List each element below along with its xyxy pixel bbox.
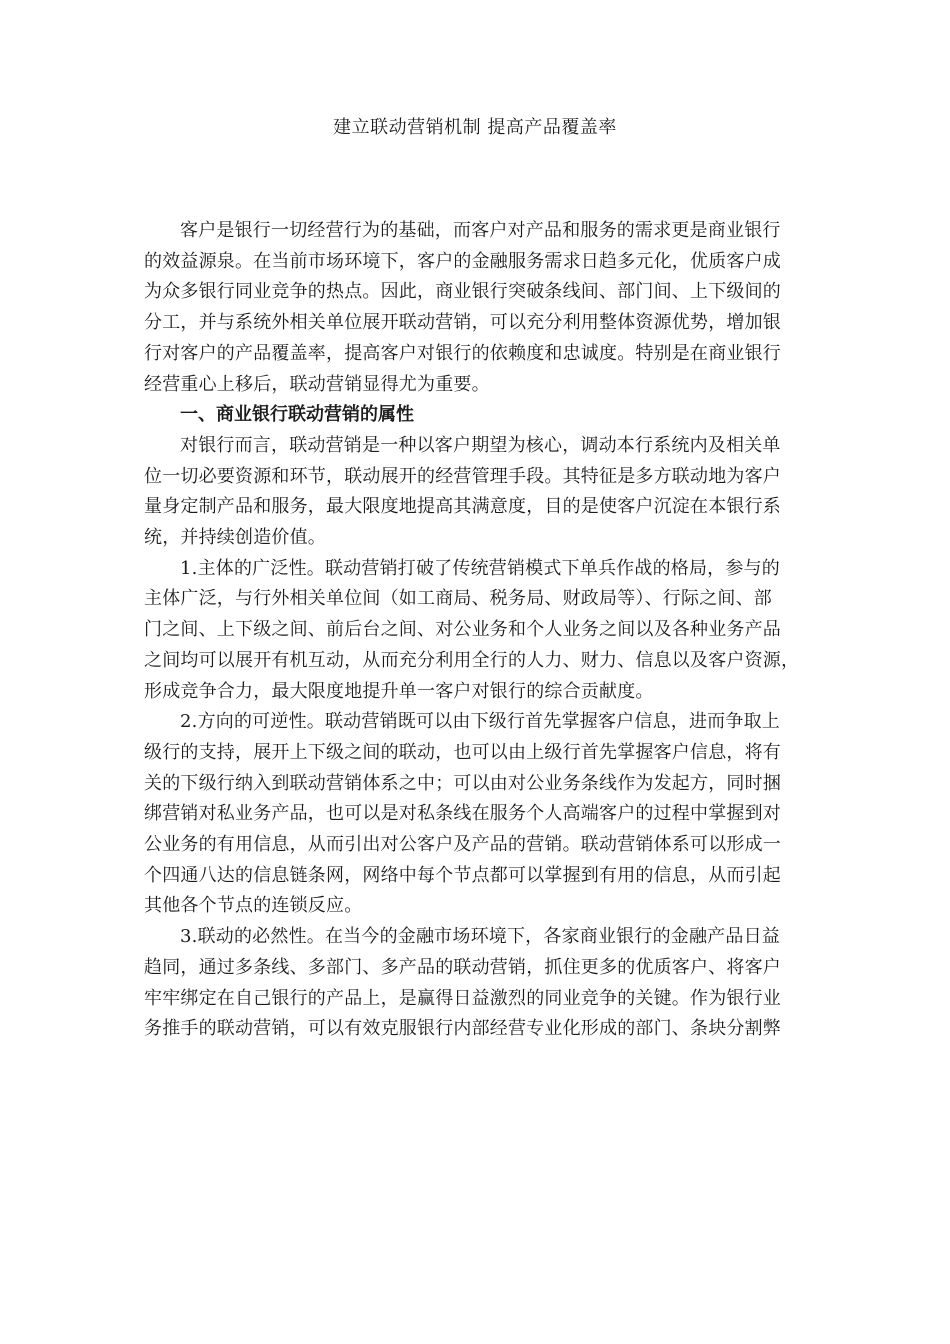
text-line: 经营重心上移后，联动营销显得尤为重要。 <box>144 373 490 395</box>
text-line: 关的下级行纳入到联动营销体系之中；可以由对公业务条线作为发起方，同时捆 <box>144 772 781 794</box>
text-line: 为众多银行同业竞争的热点。因此，商业银行突破条线间、部门间、上下级间的 <box>144 281 781 303</box>
text-line: 3.联动的必然性。在当今的金融市场环境下，各家商业银行的金融产品日益 <box>180 926 780 948</box>
text-line: 1.主体的广泛性。联动营销打破了传统营销模式下单兵作战的格局，参与的 <box>180 557 780 579</box>
text-line: 之间均可以展开有机互动，从而充分利用全行的人力、财力、信息以及客户资源， <box>144 649 800 671</box>
text-line: 务推手的联动营销，可以有效克服银行内部经营专业化形成的部门、条块分割弊 <box>144 1018 781 1040</box>
text-line: 主体广泛，与行外相关单位间（如工商局、税务局、财政局等）、行际之间、部 <box>144 588 772 610</box>
text-line: 一、商业银行联动营销的属性 <box>180 404 414 426</box>
text-line: 统，并持续创造价值。 <box>144 527 326 549</box>
text-line: 形成竞争合力，最大限度地提升单一客户对银行的综合贡献度。 <box>144 680 654 702</box>
body-paragraph <box>144 554 810 708</box>
text-line: 公业务的有用信息，从而引出对公客户及产品的营销。联动营销体系可以形成一 <box>144 834 781 856</box>
text-line: 个四通八达的信息链条网，网络中每个节点都可以掌握到有用的信息，从而引起 <box>144 864 781 886</box>
body-paragraph <box>144 216 810 400</box>
body-paragraph <box>144 922 810 1045</box>
document-title: 建立联动营销机制 提高产品覆盖率 <box>333 117 617 138</box>
text-line: 牢牢绑定在自己银行的产品上，是赢得日益激烈的同业竞争的关键。作为银行业 <box>144 987 781 1009</box>
text-line: 对银行而言，联动营销是一种以客户期望为核心，调动本行系统内及相关单 <box>180 434 781 456</box>
text-line: 行对客户的产品覆盖率，提高客户对银行的依赖度和忠诚度。特别是在商业银行 <box>144 342 781 364</box>
body-paragraph <box>144 431 810 554</box>
text-line: 的效益源泉。在当前市场环境下，客户的金融服务需求日趋多元化，优质客户成 <box>144 250 781 272</box>
body-paragraph <box>144 707 810 922</box>
text-line: 级行的支持，展开上下级之间的联动，也可以由上级行首先掌握客户信息，将有 <box>144 741 781 763</box>
text-line: 量身定制产品和服务，最大限度地提高其满意度，目的是使客户沉淀在本银行系 <box>144 496 781 518</box>
text-line: 客户是银行一切经营行为的基础，而客户对产品和服务的需求更是商业银行 <box>180 220 781 241</box>
section-heading <box>144 400 810 431</box>
text-line: 其他各个节点的连锁反应。 <box>144 895 363 917</box>
text-line: 分工，并与系统外相关单位展开联动营销，可以充分利用整体资源优势，增加银 <box>144 312 781 334</box>
text-line: 位一切必要资源和环节，联动展开的经营管理手段。其特征是多方联动地为客户 <box>144 465 781 487</box>
text-line: 趋同，通过多条线、多部门、多产品的联动营销，抓住更多的优质客户、将客户 <box>144 956 781 978</box>
text-line: 2.方向的可逆性。联动营销既可以由下级行首先掌握客户信息，进而争取上 <box>180 711 780 733</box>
text-line: 门之间、上下级之间、前后台之间、对公业务和个人业务之间以及各种业务产品 <box>144 619 781 641</box>
document-body <box>144 216 810 1045</box>
text-line: 绑营销对私业务产品，也可以是对私条线在服务个人高端客户的过程中掌握到对 <box>144 803 781 825</box>
